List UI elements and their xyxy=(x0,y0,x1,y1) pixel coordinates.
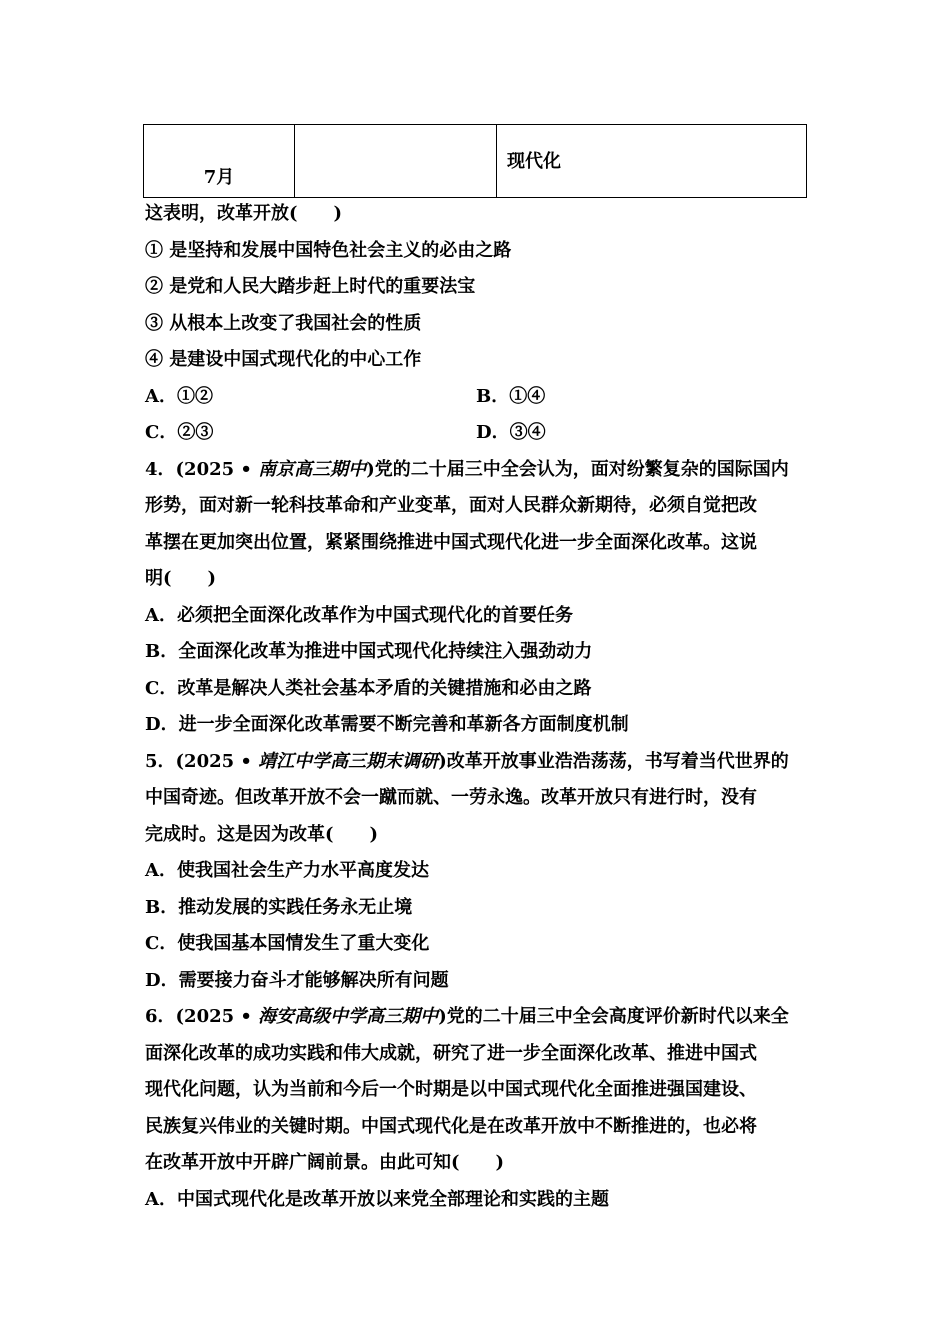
q5-line-2: 中国奇迹。但改革开放不会一蹴而就、一劳永逸。改革开放只有进行时，没有 xyxy=(145,787,757,808)
question-content xyxy=(145,196,807,1218)
q6-number: 6．(2025 xyxy=(145,1006,235,1027)
q6-line-2: 面深化改革的成功实践和伟大成就，研究了进一步全面深化改革、推进中国式 xyxy=(145,1042,757,1064)
q5-option-d: D．需要接力奋斗才能够解决所有问题 xyxy=(145,969,449,991)
table-cell-middle xyxy=(295,125,497,198)
q4-number: 4．(2025 xyxy=(145,458,235,480)
q5-source: • 靖江中学高三期末调研 xyxy=(234,750,439,772)
q3-item-1: ① 是坚持和发展中国特色社会主义的必由之路 xyxy=(145,239,512,261)
table-row xyxy=(144,125,807,198)
q4-line-1 xyxy=(145,452,807,489)
q6-line-4: 民族复兴伟业的关键时期。中国式现代化是在改革开放中不断推进的，也必将 xyxy=(145,1115,757,1137)
table-cell-month: 7月 xyxy=(144,125,295,198)
table-cell-event: 现代化 xyxy=(497,125,807,198)
q5-option-a: A．使我国社会生产力水平高度发达 xyxy=(145,860,429,881)
q4-line-4: 明( ) xyxy=(145,568,217,589)
q5-text: )改革开放事业浩浩荡荡，书写着当代世界的 xyxy=(438,750,789,772)
q4-line-2: 形势，面对新一轮科技革命和产业变革，面对人民群众新期待，必须自觉把改 xyxy=(145,495,757,516)
q5-line-3: 完成时。这是因为改革( ) xyxy=(145,823,379,845)
q6-source: • 海安高级中学高三期中 xyxy=(234,1006,439,1027)
q6-line-3: 现代化问题，认为当前和今后一个时期是以中国式现代化全面推进强国建设、 xyxy=(145,1079,757,1100)
q6-line-5: 在改革开放中开辟广阔前景。由此可知( ) xyxy=(145,1152,505,1173)
q3-option-d: D．③④ xyxy=(476,422,546,443)
q6-line-1 xyxy=(145,999,807,1036)
q4-option-d: D．进一步全面深化改革需要不断完善和革新各方面制度机制 xyxy=(145,714,629,735)
timeline-table xyxy=(143,124,807,198)
q4-option-c: C．改革是解决人类社会基本矛盾的关键措施和必由之路 xyxy=(145,677,592,699)
q3-item-3: ③ 从根本上改变了我国社会的性质 xyxy=(145,312,422,334)
q6-text: )党的二十届三中全会高度评价新时代以来全 xyxy=(438,1006,789,1027)
q3-option-c: C．②③ xyxy=(145,422,214,443)
q6-option-a: A．中国式现代化是改革开放以来党全部理论和实践的主题 xyxy=(145,1188,609,1210)
q3-item-4: ④ 是建设中国式现代化的中心工作 xyxy=(145,349,422,370)
q3-item-2: ② 是党和人民大踏步赶上时代的重要法宝 xyxy=(145,276,476,297)
q4-source: • 南京高三期中 xyxy=(234,458,367,480)
q5-line-1 xyxy=(145,744,807,781)
q3-options-cd xyxy=(145,415,807,452)
q5-number: 5．(2025 xyxy=(145,750,235,772)
q4-option-b: B．全面深化改革为推进中国式现代化持续注入强劲动力 xyxy=(145,641,593,662)
q3-options-ab xyxy=(145,379,807,416)
q5-option-b: B．推动发展的实践任务永无止境 xyxy=(145,896,413,918)
q3-option-a: A．①② xyxy=(145,385,213,407)
q3-option-b: B．①④ xyxy=(476,385,546,407)
q4-option-a: A．必须把全面深化改革作为中国式现代化的首要任务 xyxy=(145,604,573,626)
q4-line-3: 革摆在更加突出位置，紧紧围绕推进中国式现代化进一步全面深化改革。这说 xyxy=(145,531,757,553)
q3-stem: 这表明，改革开放( ) xyxy=(145,203,343,224)
q5-option-c: C．使我国基本国情发生了重大变化 xyxy=(145,933,430,954)
q4-text: )党的二十届三中全会认为，面对纷繁复杂的国际国内 xyxy=(366,458,789,480)
